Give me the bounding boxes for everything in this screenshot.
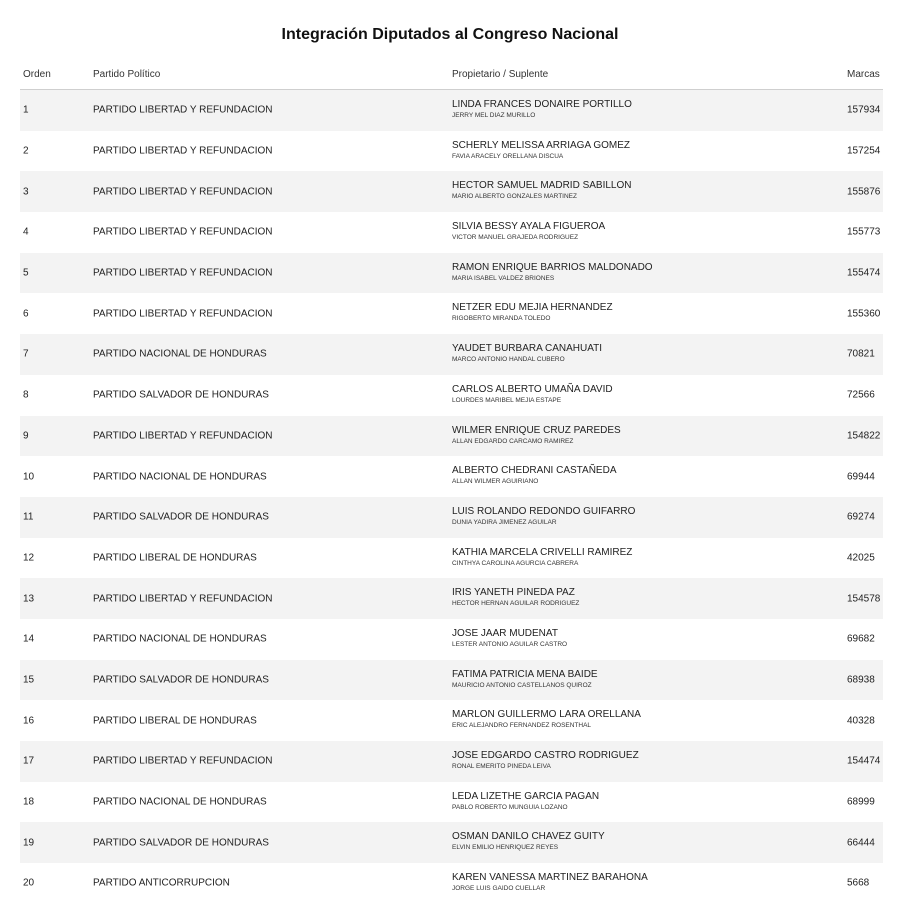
table-row	[20, 619, 883, 660]
propietario-name: HECTOR SAMUEL MADRID SABILLON	[452, 180, 632, 192]
propietario-suplente-cell	[452, 831, 605, 853]
propietario-name: FATIMA PATRICIA MENA BAIDE	[452, 668, 598, 680]
propietario-name: KAREN VANESSA MARTINEZ BARAHONA	[452, 872, 648, 884]
orden-cell: 14	[23, 633, 35, 645]
partido-cell: PARTIDO SALVADOR DE HONDURAS	[93, 674, 269, 686]
propietario-name: SCHERLY MELISSA ARRIAGA GOMEZ	[452, 139, 631, 151]
header-marcas: Marcas	[847, 69, 880, 80]
propietario-name: ALBERTO CHEDRANI CASTAÑEDA	[452, 465, 617, 477]
marcas-cell: 155876	[847, 186, 881, 198]
table-row	[20, 497, 883, 538]
propietario-suplente-cell	[452, 872, 648, 894]
orden-cell: 1	[23, 104, 29, 116]
marcas-cell: 154578	[847, 593, 881, 605]
suplente-name: HECTOR HERNAN AGUILAR RODRIGUEZ	[452, 600, 580, 608]
propietario-suplente-cell	[452, 343, 602, 365]
partido-cell: PARTIDO LIBERTAD Y REFUNDACION	[93, 267, 273, 279]
propietario-suplente-cell	[452, 140, 630, 162]
partido-cell: PARTIDO LIBERTAD Y REFUNDACION	[93, 186, 273, 198]
propietario-name: SILVIA BESSY AYALA FIGUEROA	[452, 221, 606, 233]
orden-cell: 16	[23, 715, 35, 727]
suplente-name: LESTER ANTONIO AGUILAR CASTRO	[452, 640, 568, 648]
suplente-name: MARCO ANTONIO HANDAL CUBERO	[452, 356, 565, 364]
suplente-name: PABLO ROBERTO MUNGUIA LOZANO	[452, 803, 568, 811]
propietario-suplente-cell	[452, 262, 653, 284]
partido-cell: PARTIDO SALVADOR DE HONDURAS	[93, 389, 269, 401]
suplente-name: ALLAN EDGARDO CARCAMO RAMIREZ	[452, 437, 574, 445]
marcas-cell: 155474	[847, 267, 881, 279]
propietario-suplente-cell	[452, 669, 598, 691]
orden-cell: 5	[23, 267, 29, 279]
propietario-suplente-cell	[452, 221, 605, 243]
marcas-cell: 68999	[847, 796, 875, 808]
propietario-suplente-cell	[452, 302, 613, 324]
suplente-name: DUNIA YADIRA JIMENEZ AGUILAR	[452, 518, 557, 526]
propietario-suplente-cell	[452, 384, 613, 406]
suplente-name: ERIC ALEJANDRO FERNANDEZ ROSENTHAL	[452, 722, 592, 730]
partido-cell: PARTIDO SALVADOR DE HONDURAS	[93, 837, 269, 849]
propietario-name: KATHIA MARCELA CRIVELLI RAMIREZ	[452, 546, 633, 558]
partido-cell: PARTIDO NACIONAL DE HONDURAS	[93, 633, 267, 645]
table-row	[20, 741, 883, 782]
header-propietario: Propietario / Suplente	[452, 69, 549, 80]
propietario-name: LUIS ROLANDO REDONDO GUIFARRO	[452, 505, 636, 517]
results-table	[20, 57, 883, 900]
propietario-name: YAUDET BURBARA CANAHUATI	[452, 343, 603, 355]
table-row	[20, 375, 883, 416]
partido-cell: PARTIDO SALVADOR DE HONDURAS	[93, 511, 269, 523]
marcas-cell: 157934	[847, 104, 881, 116]
propietario-suplente-cell	[452, 99, 632, 121]
orden-cell: 20	[23, 877, 35, 889]
suplente-name: MARIO ALBERTO GONZALES MARTINEZ	[452, 193, 577, 201]
table-row	[20, 538, 883, 579]
marcas-cell: 72566	[847, 389, 875, 401]
propietario-name: RAMON ENRIQUE BARRIOS MALDONADO	[452, 261, 653, 273]
marcas-cell: 68938	[847, 674, 875, 686]
marcas-cell: 70821	[847, 348, 875, 360]
suplente-name: FAVIA ARACELY ORELLANA DISCUA	[452, 152, 564, 160]
propietario-suplente-cell	[452, 425, 621, 447]
marcas-cell: 157254	[847, 145, 881, 157]
marcas-cell: 5668	[847, 877, 870, 889]
partido-cell: PARTIDO ANTICORRUPCION	[93, 877, 230, 889]
propietario-name: IRIS YANETH PINEDA PAZ	[452, 587, 575, 599]
partido-cell: PARTIDO NACIONAL DE HONDURAS	[93, 796, 267, 808]
suplente-name: CINTHYA CAROLINA AGURCIA CABRERA	[452, 559, 579, 567]
suplente-name: ELVIN EMILIO HENRIQUEZ REYES	[452, 844, 559, 852]
table-row	[20, 253, 883, 294]
partido-cell: PARTIDO LIBERTAD Y REFUNDACION	[93, 430, 273, 442]
marcas-cell: 69274	[847, 511, 875, 523]
partido-cell: PARTIDO LIBERTAD Y REFUNDACION	[93, 308, 273, 320]
partido-cell: PARTIDO LIBERTAD Y REFUNDACION	[93, 104, 273, 116]
table-row	[20, 90, 883, 131]
table-row	[20, 334, 883, 375]
propietario-name: LINDA FRANCES DONAIRE PORTILLO	[452, 99, 632, 110]
marcas-cell: 66444	[847, 837, 875, 849]
partido-cell: PARTIDO NACIONAL DE HONDURAS	[93, 348, 267, 360]
header-partido: Partido Político	[93, 69, 161, 80]
orden-cell: 19	[23, 837, 35, 849]
partido-cell: PARTIDO LIBERAL DE HONDURAS	[93, 715, 257, 727]
suplente-name: VICTOR MANUEL GRAJEDA RODRIGUEZ	[452, 234, 579, 242]
propietario-name: JOSE EDGARDO CASTRO RODRIGUEZ	[452, 750, 639, 761]
propietario-name: WILMER ENRIQUE CRUZ PAREDES	[452, 424, 621, 436]
orden-cell: 13	[23, 593, 35, 605]
table-body	[20, 90, 883, 900]
orden-cell: 4	[23, 226, 29, 238]
propietario-suplente-cell	[452, 628, 567, 650]
suplente-name: ALLAN WILMER AGUIRIANO	[452, 478, 539, 486]
marcas-cell: 154474	[847, 755, 881, 767]
propietario-name: MARLON GUILLERMO LARA ORELLANA	[452, 709, 641, 721]
marcas-cell: 40328	[847, 715, 875, 727]
marcas-cell: 69682	[847, 633, 875, 645]
table-row	[20, 782, 883, 823]
table-row	[20, 131, 883, 172]
propietario-name: NETZER EDU MEJIA HERNANDEZ	[452, 302, 613, 314]
propietario-suplente-cell	[452, 506, 635, 528]
propietario-suplente-cell	[452, 709, 641, 731]
table-row	[20, 212, 883, 253]
header-orden: Orden	[23, 69, 51, 80]
suplente-name: RIGOBERTO MIRANDA TOLEDO	[452, 315, 551, 323]
suplente-name: MARIA ISABEL VALDEZ BRIONES	[452, 274, 555, 282]
table-header	[20, 57, 883, 90]
propietario-name: LEDA LIZETHE GARCIA PAGAN	[452, 790, 600, 802]
suplente-name: MAURICIO ANTONIO CASTELLANOS QUIROZ	[452, 681, 592, 689]
partido-cell: PARTIDO LIBERAL DE HONDURAS	[93, 552, 257, 564]
orden-cell: 2	[23, 145, 29, 157]
propietario-suplente-cell	[452, 750, 639, 772]
partido-cell: PARTIDO NACIONAL DE HONDURAS	[93, 471, 267, 483]
marcas-cell: 42025	[847, 552, 875, 564]
suplente-name: JERRY MEL DIAZ MURILLO	[452, 112, 536, 119]
suplente-name: RONAL EMERITO PINEDA LEIVA	[452, 763, 551, 770]
propietario-suplente-cell	[452, 465, 616, 487]
table-row	[20, 660, 883, 701]
orden-cell: 10	[23, 471, 35, 483]
marcas-cell: 155360	[847, 308, 881, 320]
orden-cell: 18	[23, 796, 35, 808]
propietario-suplente-cell	[452, 791, 599, 813]
orden-cell: 3	[23, 186, 29, 198]
table-row	[20, 700, 883, 741]
orden-cell: 6	[23, 308, 29, 320]
table-row	[20, 416, 883, 457]
suplente-name: JORGE LUIS GAIDO CUELLAR	[452, 885, 546, 893]
propietario-suplente-cell	[452, 587, 579, 609]
propietario-suplente-cell	[452, 547, 632, 569]
propietario-name: JOSE JAAR MUDENAT	[452, 627, 558, 639]
partido-cell: PARTIDO LIBERTAD Y REFUNDACION	[93, 145, 273, 157]
partido-cell: PARTIDO LIBERTAD Y REFUNDACION	[93, 593, 273, 605]
marcas-cell: 69944	[847, 471, 875, 483]
table-row	[20, 171, 883, 212]
propietario-suplente-cell	[452, 180, 631, 202]
orden-cell: 9	[23, 430, 29, 442]
table-row	[20, 863, 883, 900]
orden-cell: 11	[23, 511, 34, 523]
orden-cell: 8	[23, 389, 29, 401]
table-row	[20, 456, 883, 497]
marcas-cell: 154822	[847, 430, 881, 442]
partido-cell: PARTIDO LIBERTAD Y REFUNDACION	[93, 226, 273, 238]
page-title: Integración Diputados al Congreso Nacional	[281, 26, 619, 43]
propietario-name: OSMAN DANILO CHAVEZ GUITY	[452, 831, 605, 843]
propietario-name: CARLOS ALBERTO UMAÑA DAVID	[452, 383, 613, 395]
orden-cell: 7	[23, 348, 29, 360]
orden-cell: 17	[23, 755, 35, 767]
table-row	[20, 578, 883, 619]
marcas-cell: 155773	[847, 226, 881, 238]
suplente-name: LOURDES MARIBEL MEJIA ESTAPE	[452, 396, 562, 404]
orden-cell: 15	[23, 674, 35, 686]
partido-cell: PARTIDO LIBERTAD Y REFUNDACION	[93, 755, 273, 767]
table-row	[20, 293, 883, 334]
orden-cell: 12	[23, 552, 35, 564]
table-row	[20, 822, 883, 863]
